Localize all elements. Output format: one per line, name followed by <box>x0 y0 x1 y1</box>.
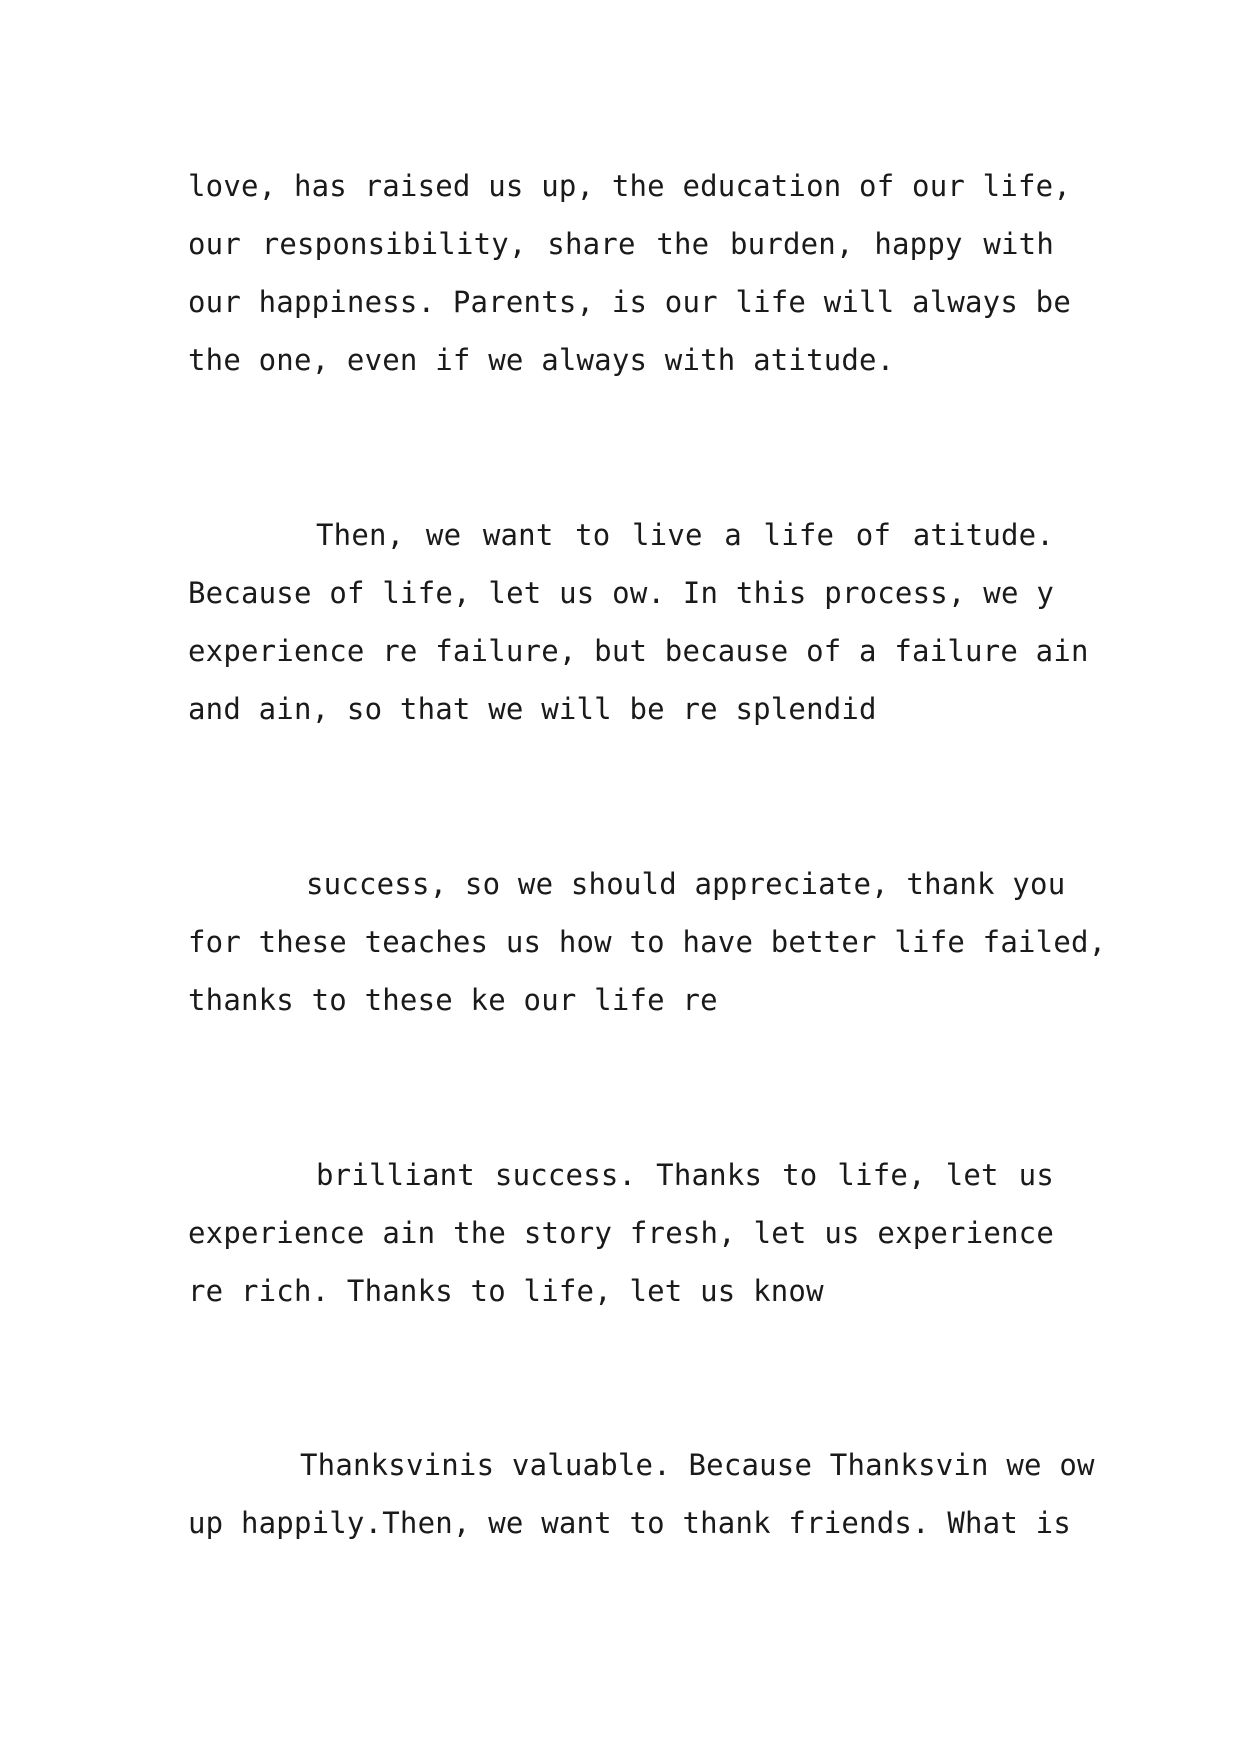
text-line: success, so we should appreciate, thank you <box>306 867 1066 901</box>
text-line: up happily.Then, we want to thank friends. What is <box>188 1506 1071 1540</box>
paragraph-5 <box>188 1436 1095 1552</box>
paragraph-2 <box>188 506 1089 738</box>
text-line: the one, even if we always with atitude. <box>188 343 895 377</box>
text-line: for these teaches us how to have better life failed, <box>188 925 1107 959</box>
text-line: Because of life, let us ow. In this process, we y <box>188 576 1054 610</box>
paragraph-1 <box>188 157 1071 389</box>
text-line: our happiness. Parents, is our life will always be <box>188 285 1071 319</box>
text-line: Then, we want to live a life of atitude. <box>316 518 1054 552</box>
text-line: experience re failure, but because of a failure ain <box>188 634 1089 668</box>
text-line: Thanksvinis valuable. Because Thanksvin we ow <box>300 1448 1095 1482</box>
text-line: and ain, so that we will be re splendid <box>188 692 877 726</box>
text-line: re rich. Thanks to life, let us know <box>188 1274 824 1308</box>
text-line: experience ain the story fresh, let us experience <box>188 1216 1054 1250</box>
text-line: our responsibility, share the burden, happy with <box>188 227 1054 261</box>
text-line: love, has raised us up, the education of our life, <box>188 169 1071 203</box>
text-line: brilliant success. Thanks to life, let us <box>316 1158 1054 1192</box>
paragraph-4 <box>188 1146 1054 1320</box>
text-line: thanks to these ke our life re <box>188 983 718 1017</box>
paragraph-3 <box>188 855 1107 1029</box>
